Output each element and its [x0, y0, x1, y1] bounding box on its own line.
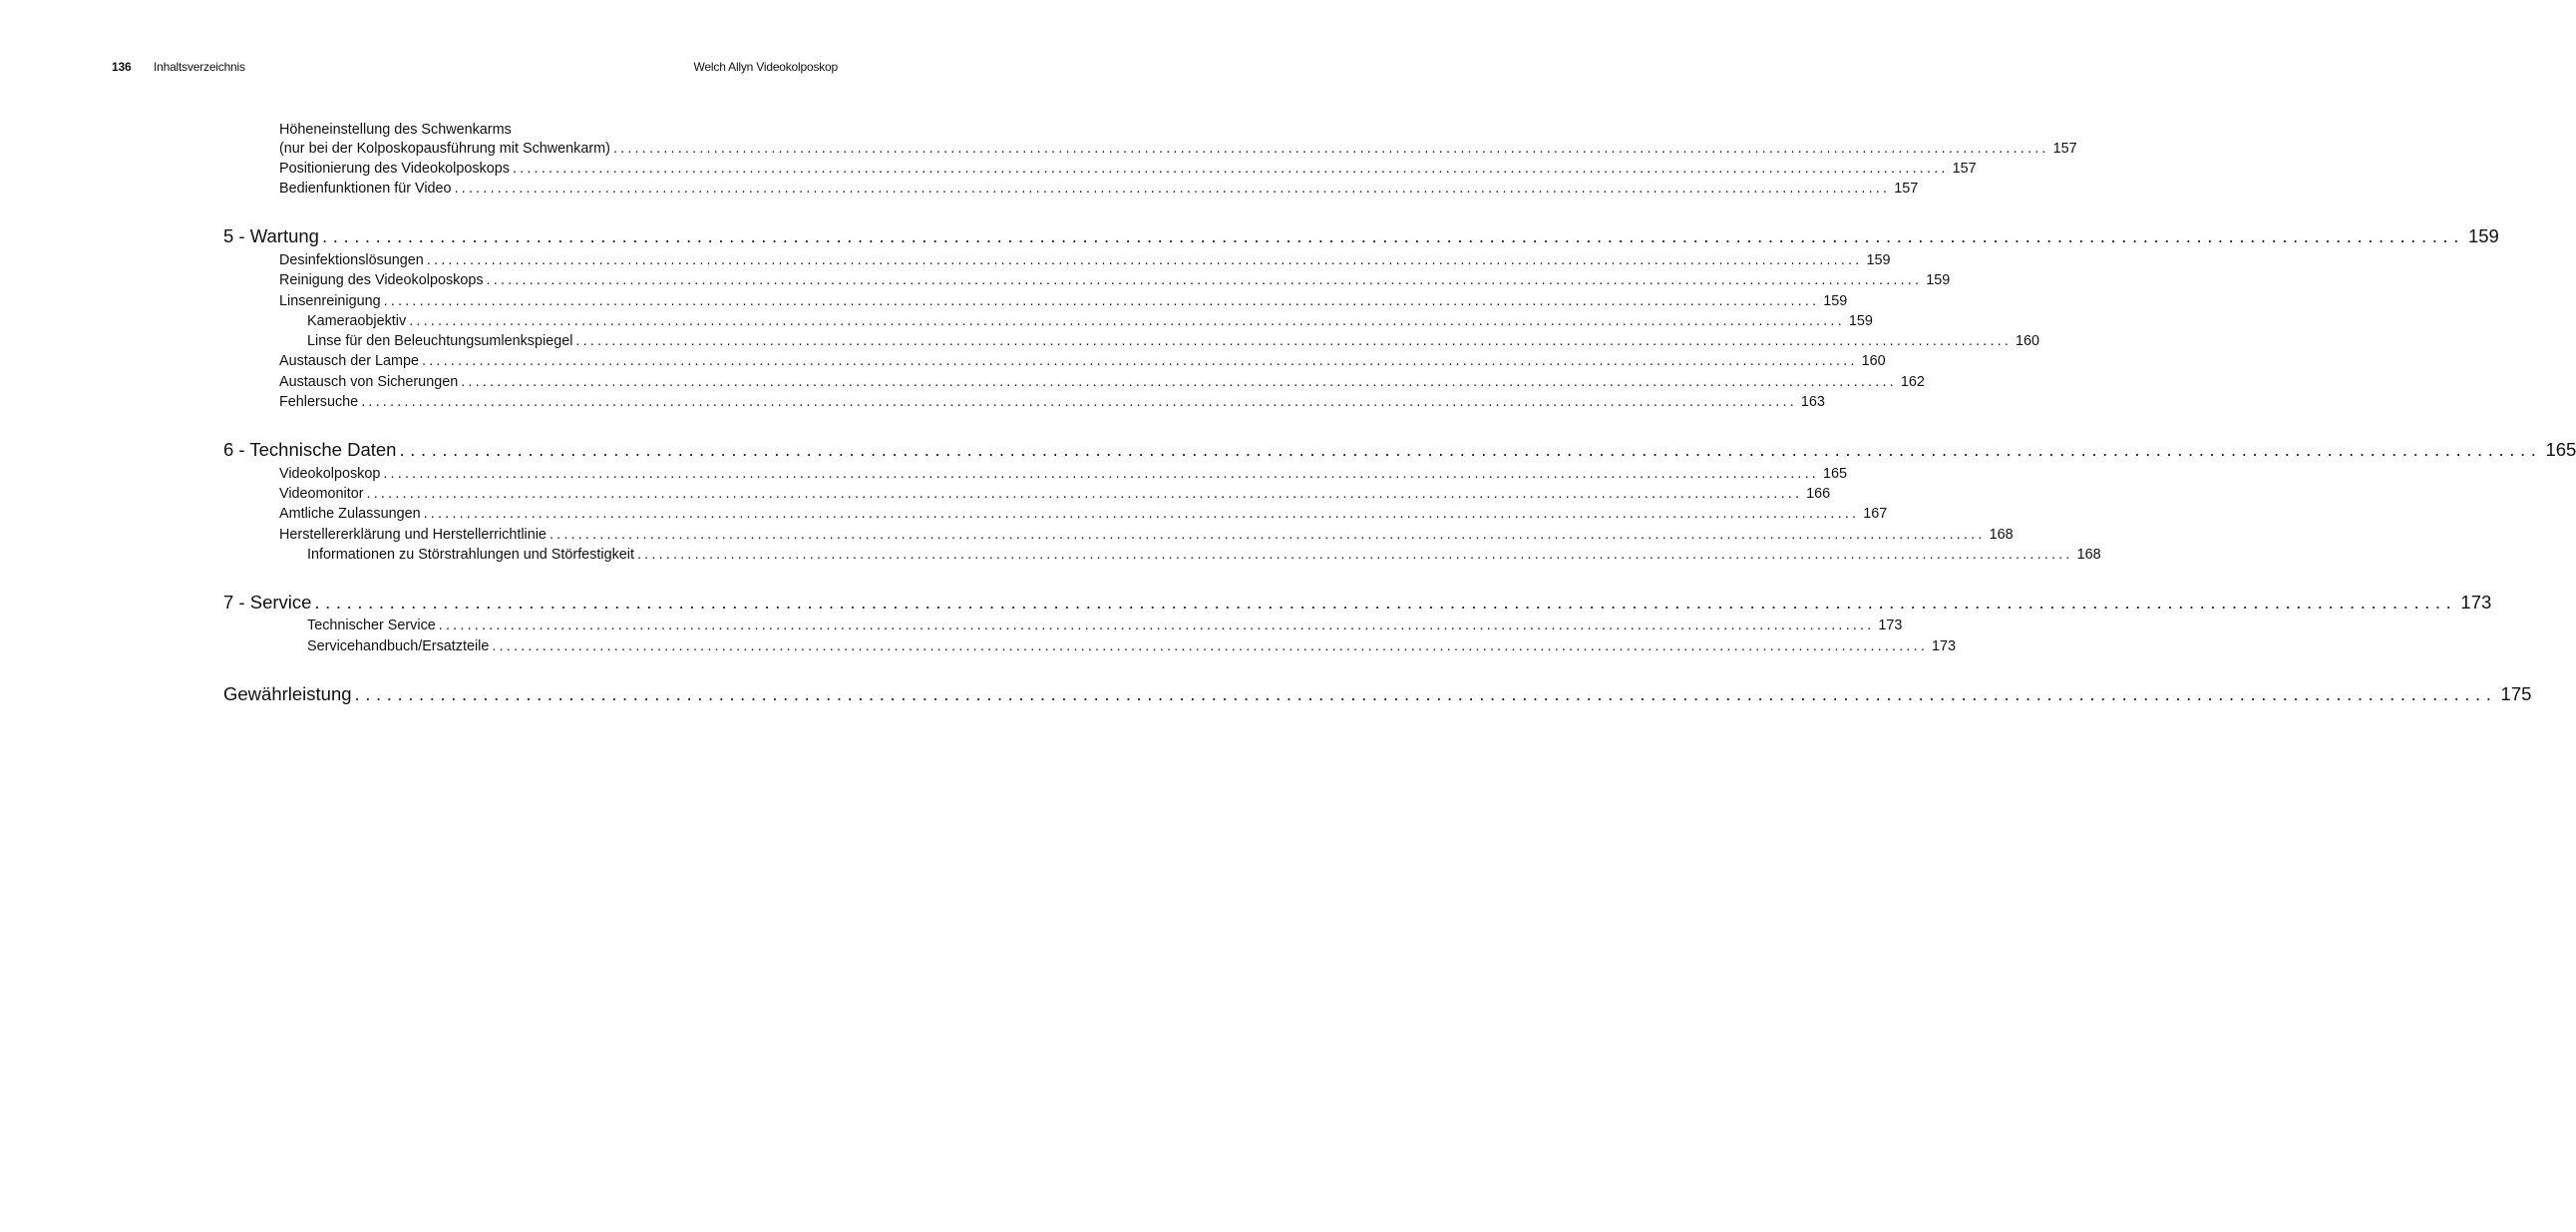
- header-book-title: Welch Allyn Videokolposkop: [693, 60, 838, 74]
- dot-leader: ........................................................................................................................................................................................................: [575, 333, 2013, 349]
- toc-page-number: 167: [1863, 506, 1888, 522]
- page-number: 136: [112, 60, 132, 74]
- toc-entry-text: Technischer Service: [307, 617, 436, 633]
- header-section-title: Inhaltsverzeichnis: [154, 60, 245, 74]
- toc-entry[interactable]: [279, 141, 2077, 157]
- dot-leader: ........................................................................................................................................................................................................: [366, 486, 1803, 502]
- toc-entry[interactable]: [279, 374, 1925, 390]
- toc-page-number: 159: [1926, 272, 1951, 288]
- toc-page-number: 175: [2500, 683, 2532, 704]
- toc-page-number: 173: [1878, 617, 1903, 633]
- toc-entry[interactable]: [279, 181, 1919, 197]
- toc-page-number: 165: [2545, 439, 2576, 460]
- toc-entry[interactable]: [279, 293, 1848, 309]
- toc-entry-text: Informationen zu Störstrahlungen und Störfestigkeit: [307, 547, 634, 563]
- toc-entry-text: Austausch der Lampe: [279, 353, 419, 369]
- toc-chapter-entry[interactable]: [223, 439, 2576, 461]
- toc-subentry[interactable]: [307, 313, 1873, 329]
- toc-chapter-title: 6 - Technische Daten: [223, 439, 397, 460]
- dot-leader: ........................................................................................................................................................................................................: [461, 374, 1897, 390]
- toc-entry-text: Höheneinstellung des Schwenkarms: [279, 122, 512, 138]
- toc-entry[interactable]: [279, 527, 2014, 543]
- toc-page-number: 168: [2076, 547, 2101, 563]
- dot-leader: ........................................................................................................................................................................................................: [486, 272, 1923, 288]
- toc-entry-text: (nur bei der Kolposkopausführung mit Schwenkarm): [279, 141, 610, 157]
- dot-leader: ........................................................................................................................................................................................................: [399, 439, 2542, 460]
- toc-page-number: 160: [1861, 353, 1886, 369]
- dot-leader: ........................................................................................................................................................................................................: [438, 617, 1875, 633]
- toc-entry-text: Kameraobjektiv: [307, 313, 407, 329]
- toc-subentry[interactable]: [307, 333, 2040, 349]
- dot-leader: ........................................................................................................................................................................................................: [409, 313, 1845, 329]
- dot-leader: ........................................................................................................................................................................................................: [512, 161, 1949, 177]
- toc-page-number: 173: [2460, 592, 2492, 613]
- running-header: [112, 60, 838, 76]
- dot-leader: ........................................................................................................................................................................................................: [361, 394, 1797, 410]
- toc-entry[interactable]: [279, 394, 1825, 410]
- toc-chapter-title: Gewährleistung: [223, 683, 352, 704]
- toc-page-number: 159: [2467, 225, 2499, 246]
- toc-chapter-entry[interactable]: [223, 683, 2532, 705]
- toc-chapter-title: 5 - Wartung: [223, 225, 319, 246]
- dot-leader: ........................................................................................................................................................................................................: [423, 506, 1860, 522]
- dot-leader: ........................................................................................................................................................................................................: [354, 683, 2497, 704]
- toc-entry-text: Austausch von Sicherungen: [279, 374, 459, 390]
- dot-leader: ........................................................................................................................................................................................................: [314, 592, 2457, 613]
- toc-subentry[interactable]: [307, 547, 2101, 563]
- toc-entry-text: Positionierung des Videokolposkops: [279, 161, 510, 177]
- toc-page-number: 159: [1866, 252, 1891, 268]
- toc-page-number: 157: [2052, 141, 2077, 157]
- dot-leader: ........................................................................................................................................................................................................: [492, 638, 1929, 654]
- toc-entry[interactable]: [279, 486, 1831, 502]
- dot-leader: ........................................................................................................................................................................................................: [383, 466, 1819, 482]
- dot-leader: ........................................................................................................................................................................................................: [454, 181, 1891, 197]
- toc-page-number: 157: [1894, 181, 1919, 197]
- toc-subentry[interactable]: [307, 638, 1957, 654]
- toc-page-number: 163: [1800, 394, 1825, 410]
- toc-entry-text: Amtliche Zulassungen: [279, 506, 421, 522]
- toc-page-number: 160: [2016, 333, 2040, 349]
- toc-entry[interactable]: [279, 353, 1886, 369]
- toc-entry-text: Videomonitor: [279, 486, 364, 502]
- dot-leader: ........................................................................................................................................................................................................: [422, 353, 1858, 369]
- dot-leader: ........................................................................................................................................................................................................: [426, 252, 1863, 268]
- toc-entry-text: Linse für den Beleuchtungsumlenkspiegel: [307, 333, 573, 349]
- toc-chapter-entry[interactable]: [223, 225, 2499, 247]
- toc-entry[interactable]: [279, 466, 1848, 482]
- toc-entry-text: Linsenreinigung: [279, 293, 381, 309]
- toc-page-number: 162: [1900, 374, 1925, 390]
- toc-entry-text: Bedienfunktionen für Video: [279, 181, 452, 197]
- toc-page-number: 173: [1932, 638, 1957, 654]
- toc-chapter-title: 7 - Service: [223, 592, 312, 613]
- toc-entry[interactable]: [279, 252, 1891, 268]
- toc-entry-text: Fehlersuche: [279, 394, 359, 410]
- dot-leader: ........................................................................................................................................................................................................: [612, 141, 2049, 157]
- toc-page-number: 159: [1848, 313, 1873, 329]
- toc-page-number: 165: [1823, 466, 1848, 482]
- toc-page-number: 159: [1823, 293, 1848, 309]
- toc-chapter-entry[interactable]: [223, 592, 2492, 614]
- toc-subentry[interactable]: [307, 617, 1903, 633]
- toc-page-number: 166: [1806, 486, 1831, 502]
- dot-leader: ........................................................................................................................................................................................................: [321, 225, 2464, 246]
- toc-entry-text: Desinfektionslösungen: [279, 252, 424, 268]
- toc-page-number: 157: [1952, 161, 1977, 177]
- toc-entry-text: Videokolposkop: [279, 466, 381, 482]
- dot-leader: ........................................................................................................................................................................................................: [549, 527, 1986, 543]
- dot-leader: ........................................................................................................................................................................................................: [383, 293, 1820, 309]
- toc-page-number: 168: [1989, 527, 2014, 543]
- toc-entry[interactable]: [279, 272, 1951, 288]
- dot-leader: ........................................................................................................................................................................................................: [636, 547, 2073, 563]
- toc-entry-text: Herstellererklärung und Herstellerrichtlinie: [279, 527, 547, 543]
- toc-entry-text: Servicehandbuch/Ersatzteile: [307, 638, 490, 654]
- toc-entry[interactable]: [279, 506, 1888, 522]
- toc-entry-text: Reinigung des Videokolposkops: [279, 272, 484, 288]
- toc-entry[interactable]: [279, 161, 1977, 177]
